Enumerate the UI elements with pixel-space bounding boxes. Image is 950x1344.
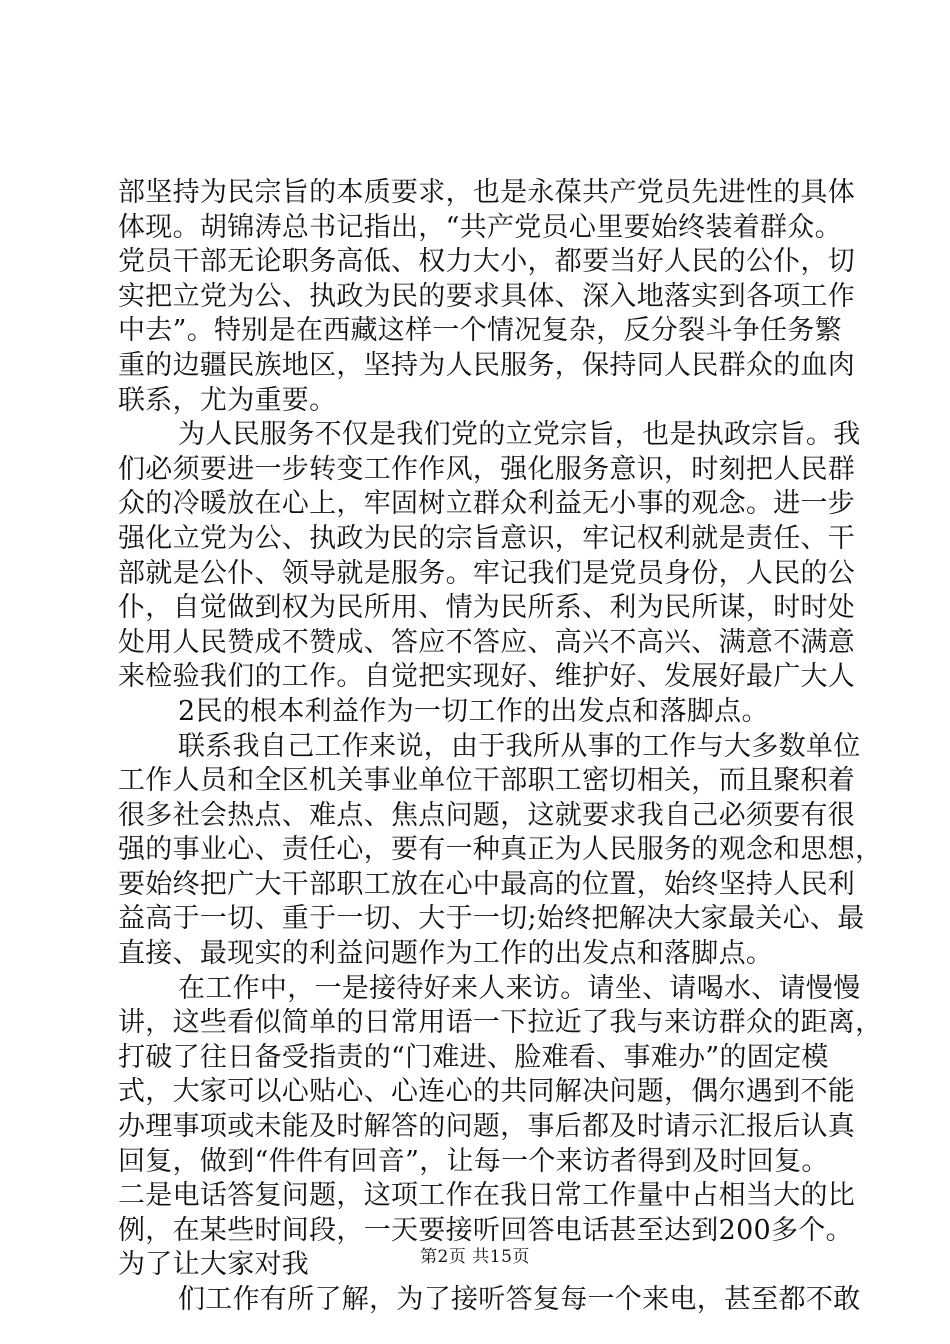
text-line: 直接、最现实的利益问题作为工作的出发点和落脚点。 [118,938,774,970]
text-line: 强的事业心、责任心，要有一种真正为人民服务的观念和思想， [118,834,883,866]
text-line: 党员干部无论职务高低、权力大小，都要当好人民的公仆，切 [118,246,856,278]
text-line: 重的边疆民族地区，坚持为人民服务，保持同人民群众的血肉 [118,349,856,381]
text-line: 工作人员和全区机关事业单位干部职工密切相关，而且聚积着 [118,765,856,797]
text-line: 来检验我们的工作。自觉把实现好、维护好、发展好最广大人 [118,661,856,693]
text-line: 体现。胡锦涛总书记指出，“共产党员心里要始终装着群众。 [118,211,842,243]
text-line: 联系我自己工作来说，由于我所从事的工作与大多数单位 [178,730,861,762]
text-line: 处用人民赞成不赞成、答应不答应、高兴不高兴、满意不满意 [118,626,856,658]
text-line: 为人民服务不仅是我们党的立党宗旨，也是执政宗旨。我 [178,419,861,451]
text-line: 2民的根本利益作为一切工作的出发点和落脚点。 [178,695,769,727]
page-footer: 第2页 共15页 [420,1247,530,1267]
text-line: 们工作有所了解，为了接听答复每一个来电，甚至都不敢 [178,1284,861,1315]
body-text [118,176,883,1318]
text-line: 讲，这些看似简单的日常用语一下拉近了我与来访群众的距离， [118,1007,883,1039]
text-line: 打破了往日备受指责的“门难进、脸难看、事难办”的固定模 [118,1041,829,1073]
text-line: 仆，自觉做到权为民所用、情为民所系、利为民所谋，时时处 [118,592,856,624]
text-line: 中去”。特别是在西藏这样一个情况复杂，反分裂斗争任务繁 [118,315,842,347]
text-line: 在工作中，一是接待好来人来访。请坐、请喝水、请慢慢 [178,972,861,1004]
text-line: 很多社会热点、难点、焦点问题，这就要求我自己必须要有很 [118,799,856,831]
text-line: 要始终把广大干部职工放在心中最高的位置，始终坚持人民利 [118,868,856,900]
text-line: 为了让大家对我 [118,1249,310,1281]
text-line: 办理事项或未能及时解答的问题，事后都及时请示汇报后认真 [118,1111,856,1143]
text-line: 部坚持为民宗旨的本质要求，也是永葆共产党员先进性的具体 [118,177,856,208]
text-line: 众的冷暖放在心上，牢固树立群众利益无小事的观念。进一步 [118,488,856,520]
text-line: 回复，做到“件件有回音”，让每一个来访者得到及时回复。 [118,1145,829,1177]
text-line: 实把立党为公、执政为民的要求具体、深入地落实到各项工作 [118,280,856,312]
text-line: 益高于一切、重于一切、大于一切;始终把解决大家最关心、最 [118,903,865,935]
text-line: 例，在某些时间段，一天要接听回答电话甚至达到200多个。 [118,1214,853,1246]
text-line: 部就是公仆、领导就是服务。牢记我们是党员身份，人民的公 [118,557,856,589]
text-line: 二是电话答复问题，这项工作在我日常工作量中占相当大的比 [118,1180,856,1212]
text-line: 强化立党为公、执政为民的宗旨意识，牢记权利就是责任、干 [118,522,856,554]
text-line: 联系，尤为重要。 [118,384,337,416]
text-line: 式，大家可以心贴心、心连心的共同解决问题，偶尔遇到不能 [118,1076,856,1108]
text-line: 们必须要进一步转变工作作风，强化服务意识，时刻把人民群 [118,453,856,485]
